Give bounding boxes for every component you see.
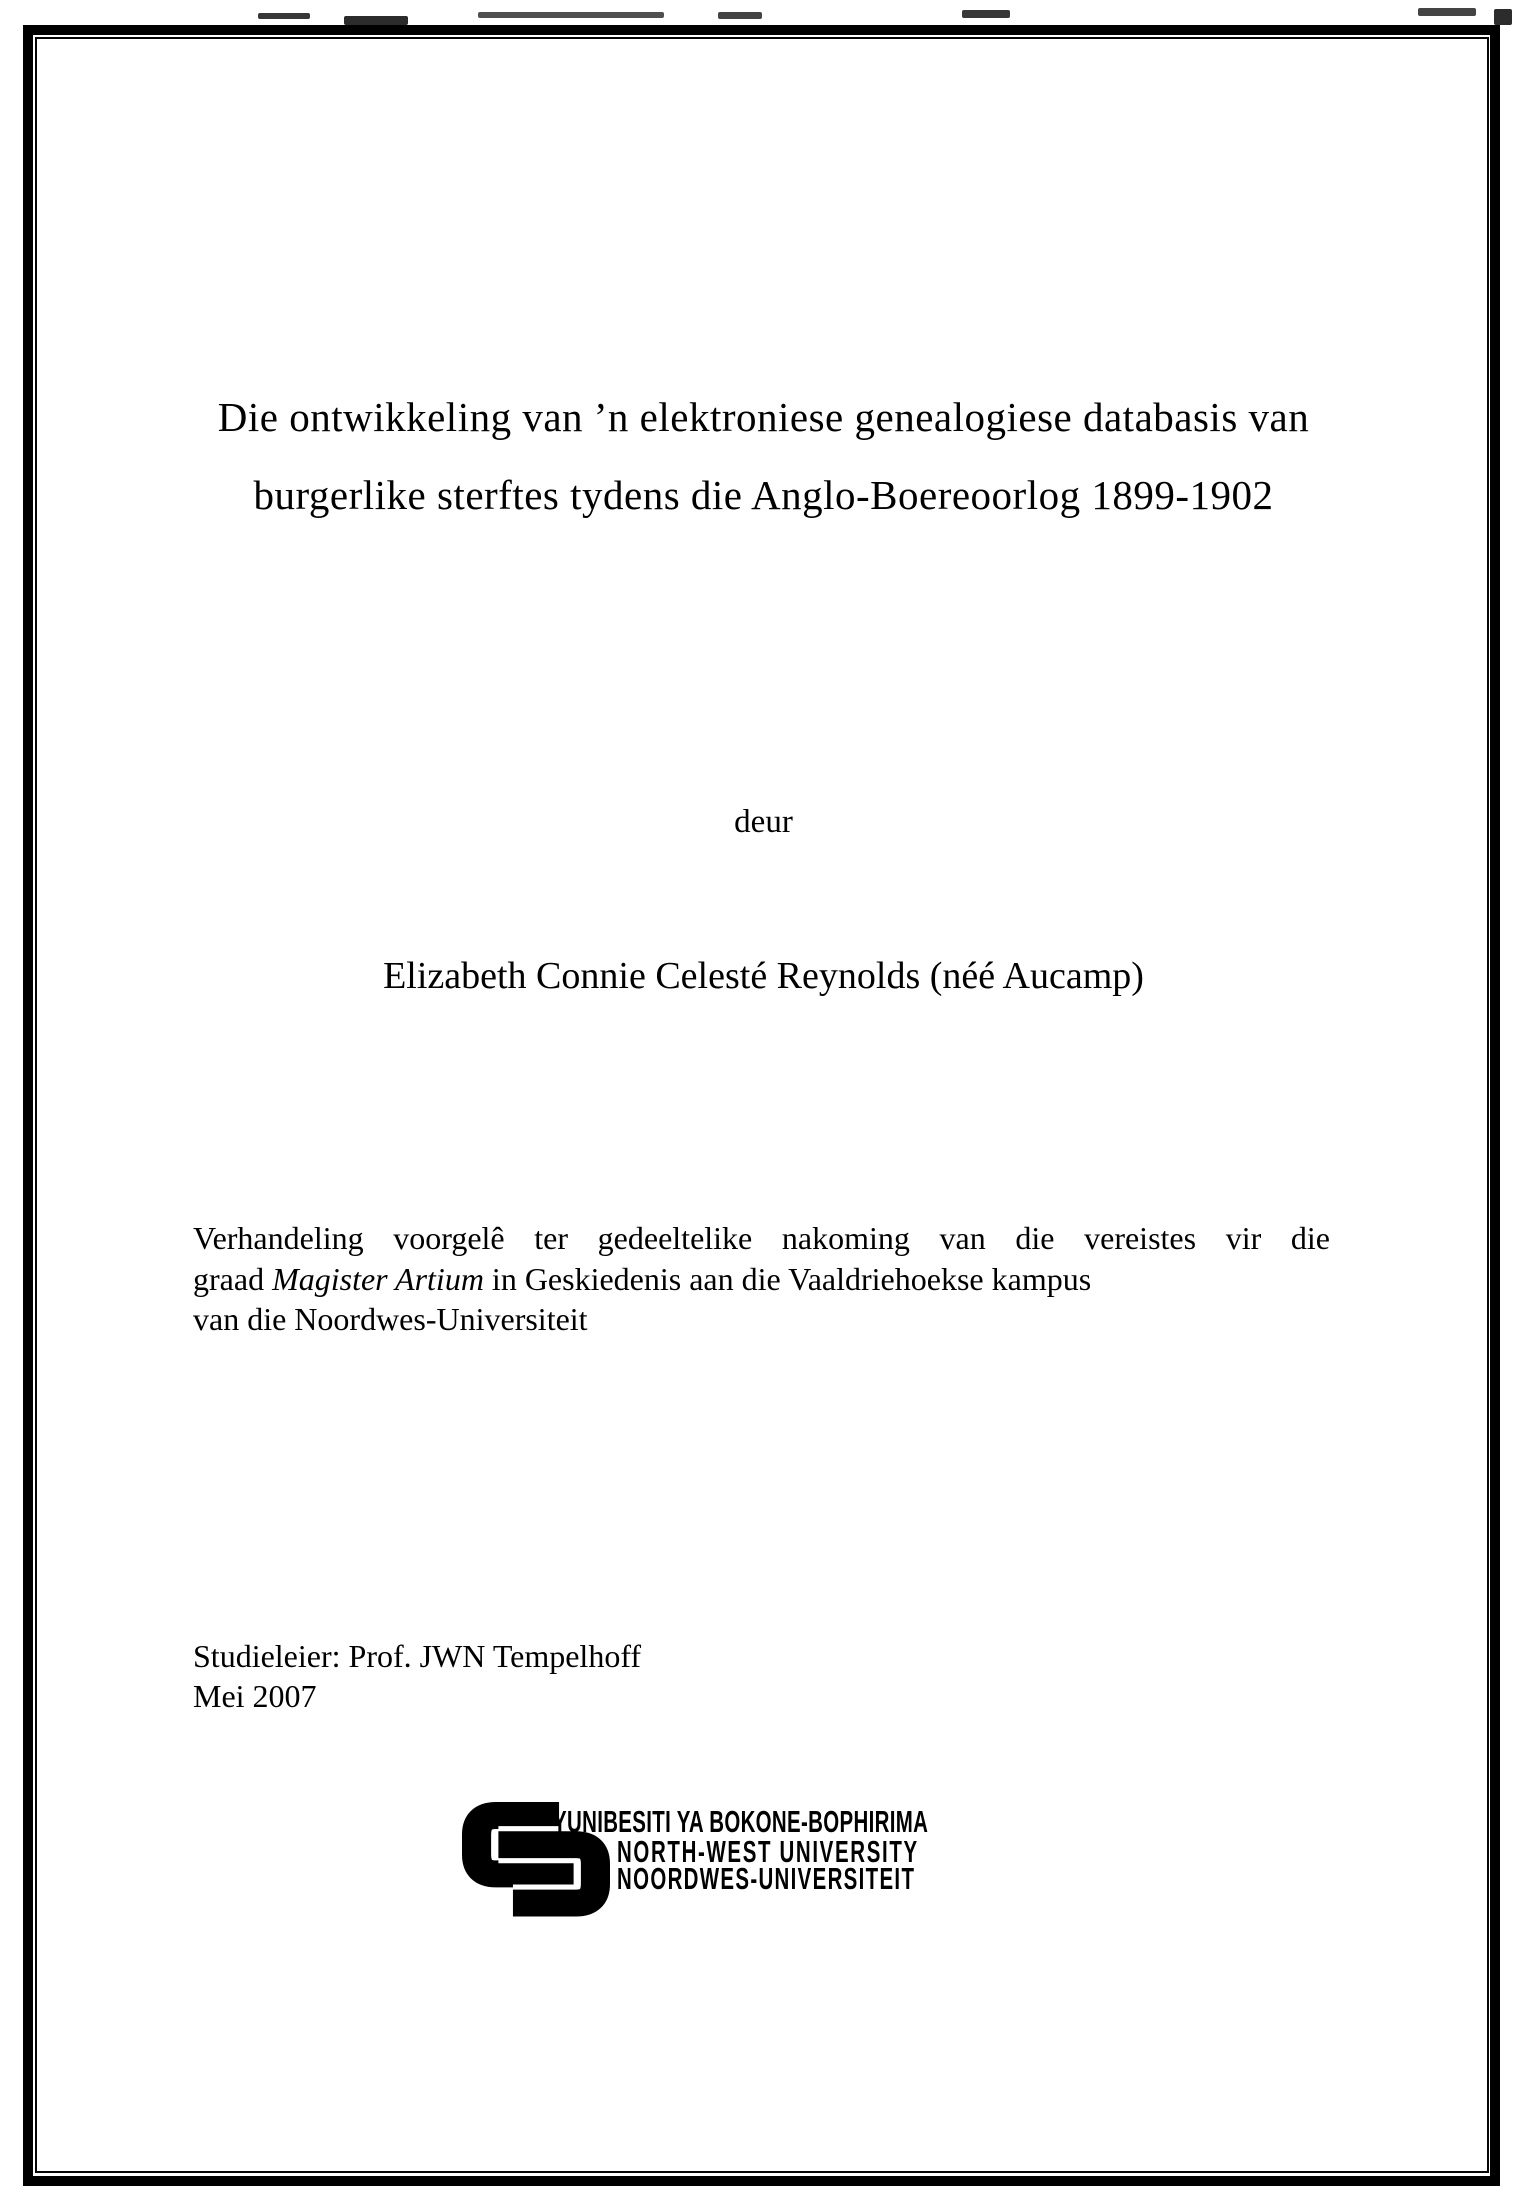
university-name-setswana: YUNIBESITI YA BOKONE-BOPHIRIMA [553, 1804, 929, 1839]
university-name-english: NORTH-WEST UNIVERSITY [617, 1834, 919, 1869]
thesis-title [0, 378, 1527, 534]
scan-artifact [478, 12, 664, 18]
thesis-title-line2: burgerlike sterftes tydens die Anglo-Boereoorlog 1899-1902 [253, 472, 1274, 518]
degree-statement [193, 1218, 1330, 1340]
degree-statement-line2-suffix: in Geskiedenis aan die Vaaldriehoekse kampus [483, 1260, 1092, 1297]
degree-statement-line2 [193, 1259, 1330, 1300]
degree-statement-line1: Verhandeling voorgelê ter gedeeltelike nakoming van die vereistes vir die [193, 1220, 1330, 1256]
degree-statement-line2-prefix: graad [193, 1260, 273, 1297]
supervisor-block [193, 1636, 641, 1716]
degree-statement-line3: van die Noordwes-Universiteit [193, 1301, 588, 1337]
thesis-title-line1: Die ontwikkeling van ’n elektroniese genealogiese databasis van [217, 394, 1310, 440]
scan-artifact [962, 10, 1010, 18]
scan-artifact [1418, 8, 1476, 16]
date-line: Mei 2007 [193, 1678, 317, 1714]
scan-artifact [1494, 9, 1512, 25]
supervisor-line: Studieleier: Prof. JWN Tempelhoff [193, 1638, 642, 1674]
scan-artifact [344, 16, 408, 25]
byline-label: deur [734, 804, 793, 840]
scan-artifact [258, 13, 310, 19]
scan-artifact [718, 12, 762, 19]
university-logo [462, 1799, 952, 1939]
university-name-afrikaans: NOORDWES-UNIVERSITEIT [617, 1861, 916, 1896]
degree-name-italic: Magister Artium [272, 1260, 484, 1297]
author-name: Elizabeth Connie Celesté Reynolds (néé Aucamp) [383, 955, 1144, 997]
